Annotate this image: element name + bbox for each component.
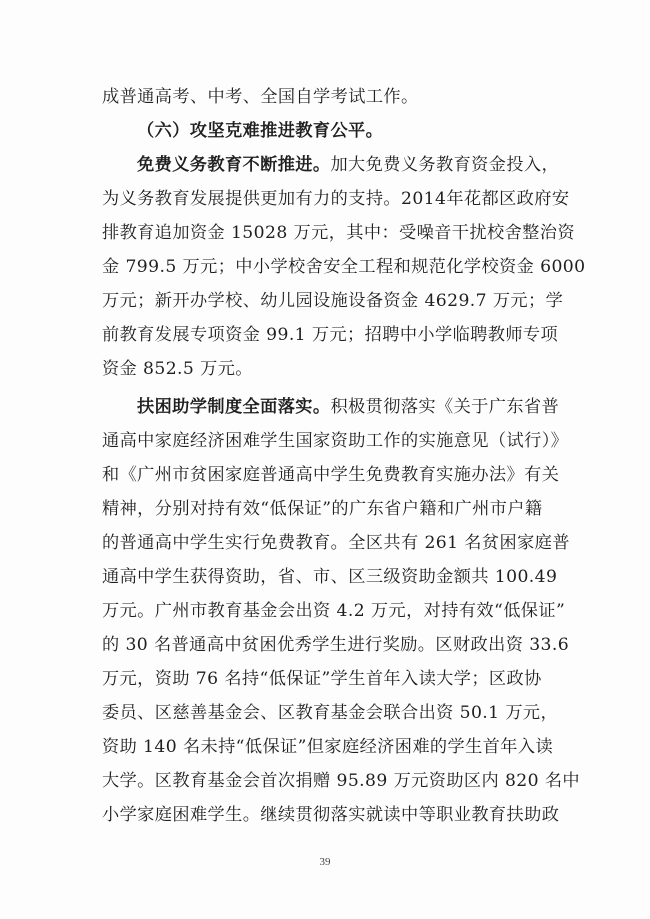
text-line: 万元，资助 76 名持“低保证”学生首年入读大学；区政协 — [102, 669, 542, 689]
text-line: 金 799.5 万元；中小学校舍安全工程和规范化学校资金 6000 — [102, 257, 586, 277]
text-line: 排教育追加资金 15028 万元，其中：受噪音干扰校舍整治资 — [102, 223, 575, 243]
text-line: 资金 852.5 万元。 — [102, 359, 253, 379]
text-line: 前教育发展专项资金 99.1 万元；招聘中小学临聘教师专项 — [102, 325, 559, 345]
section-heading: （六）攻坚克难推进教育公平。 — [137, 121, 384, 141]
text-line: 成普通高考、中考、全国自学考试工作。 — [102, 87, 419, 107]
page-number: 39 — [319, 856, 331, 868]
paragraph-text: 加大免费义务教育资金投入， — [330, 155, 560, 175]
paragraph-lead: 扶困助学制度全面落实。 — [137, 397, 331, 417]
text-line: 的 30 名普通高中贫困优秀学生进行奖励。区财政出资 33.6 — [102, 635, 570, 655]
text-line: 万元。广州市教育基金会出资 4.2 万元，对持有效“低保证” — [102, 601, 566, 621]
text-line: 资助 140 名未持“低保证”但家庭经济困难的学生首年入读 — [102, 737, 554, 757]
paragraph-first-line — [137, 397, 559, 417]
text-line: 的普通高中学生实行免费教育。全区共有 261 名贫困家庭普 — [102, 533, 570, 553]
text-line: 通高中家庭经济困难学生国家资助工作的实施意见（试行）》 — [102, 431, 569, 451]
text-line: 通高中学生获得资助，省、市、区三级资助金额共 100.49 — [102, 567, 558, 587]
text-line: 为义务教育发展提供更加有力的支持。2014年花都区政府安 — [102, 189, 570, 209]
paragraph-first-line — [137, 155, 559, 175]
text-line: 小学家庭困难学生。继续贯彻落实就读中等职业教育扶助政 — [102, 805, 560, 825]
text-line: 万元；新开办学校、幼儿园设施设备资金 4629.7 万元；学 — [102, 291, 564, 311]
text-line: 大学。区教育基金会首次捐赠 95.89 万元资助区内 820 名中 — [102, 771, 581, 791]
text-line: 和《广州市贫困家庭普通高中学生免费教育实施办法》有关 — [102, 465, 560, 485]
text-line: 委员、区慈善基金会、区教育基金会联合出资 50.1 万元， — [102, 703, 559, 723]
text-line: 精神，分别对持有效“低保证”的广东省户籍和广州市户籍 — [102, 499, 543, 519]
paragraph-lead: 免费义务教育不断推进。 — [137, 155, 331, 175]
paragraph-text: 积极贯彻落实《关于广东省普 — [330, 397, 560, 417]
